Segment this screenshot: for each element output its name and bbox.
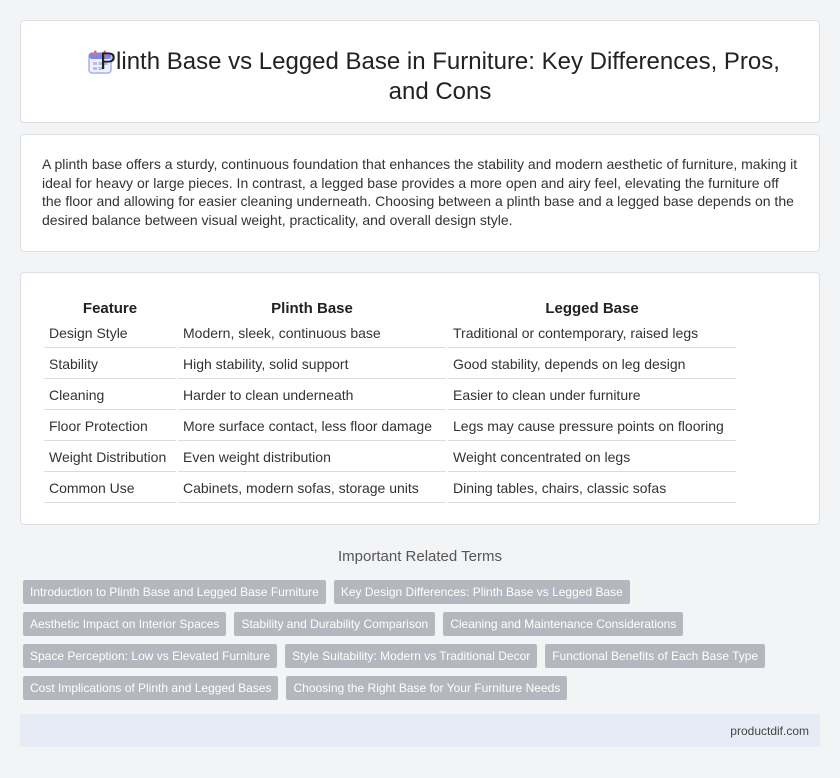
table-row [44, 319, 736, 348]
table-cell: Harder to clean underneath [178, 381, 446, 410]
table-cell: High stability, solid support [178, 350, 446, 379]
related-terms-row [23, 644, 765, 668]
comparison-table-card [20, 272, 820, 525]
table-row [44, 412, 736, 441]
page-title: Plinth Base vs Legged Base in Furniture: Key Differences, Pros, and Cons [100, 48, 780, 105]
related-terms-row [23, 580, 630, 604]
intro-paragraph: A plinth base offers a sturdy, continuous foundation that enhances the stability and modern aesthetic of furniture, making it ideal for heavy or large pieces. In contrast, a legged base provides a more open and airy feel, elevating the furniture off the floor and allowing for easier cleaning underneath. Choosing between a plinth base and a legged base depends on the desired balance between visual weight, practicality, and overall design style. [42, 156, 798, 229]
related-term-tag[interactable]: Choosing the Right Base for Your Furniture Needs [286, 676, 567, 700]
table-row [44, 474, 736, 503]
table-cell: Easier to clean under furniture [448, 381, 736, 410]
table-cell: Cleaning [44, 381, 176, 410]
table-cell: Floor Protection [44, 412, 176, 441]
footer [20, 714, 820, 747]
related-terms-row [23, 676, 567, 700]
related-term-tag[interactable]: Style Suitability: Modern vs Traditional Decor [285, 644, 537, 668]
column-header-plinth-base: Plinth Base [271, 300, 353, 317]
table-cell: Stability [44, 350, 176, 379]
related-term-tag[interactable]: Functional Benefits of Each Base Type [545, 644, 765, 668]
table-cell: More surface contact, less floor damage [178, 412, 446, 441]
table-cell: Even weight distribution [178, 443, 446, 472]
related-term-tag[interactable]: Key Design Differences: Plinth Base vs Legged Base [334, 580, 630, 604]
comparison-table [42, 295, 738, 505]
related-terms-heading: Important Related Terms [338, 548, 502, 565]
table-cell: Design Style [44, 319, 176, 348]
table-row [44, 350, 736, 379]
table-cell: Common Use [44, 474, 176, 503]
footer-site-link[interactable]: productdif.com [730, 724, 809, 738]
column-header-legged-base: Legged Base [545, 300, 639, 317]
table-cell: Cabinets, modern sofas, storage units [178, 474, 446, 503]
title-card [20, 20, 820, 123]
table-row [44, 443, 736, 472]
table-header-row [44, 297, 736, 317]
related-term-tag[interactable]: Cost Implications of Plinth and Legged Bases [23, 676, 278, 700]
related-term-tag[interactable]: Stability and Durability Comparison [234, 612, 435, 636]
table-cell: Modern, sleek, continuous base [178, 319, 446, 348]
related-term-tag[interactable]: Aesthetic Impact on Interior Spaces [23, 612, 226, 636]
related-term-tag[interactable]: Cleaning and Maintenance Considerations [443, 612, 683, 636]
related-term-tag[interactable]: Introduction to Plinth Base and Legged Base Furniture [23, 580, 326, 604]
table-row [44, 381, 736, 410]
table-cell: Weight concentrated on legs [448, 443, 736, 472]
related-term-tag[interactable]: Space Perception: Low vs Elevated Furniture [23, 644, 277, 668]
column-header-feature: Feature [82, 300, 138, 317]
table-cell: Traditional or contemporary, raised legs [448, 319, 736, 348]
table-cell: Legs may cause pressure points on flooring [448, 412, 736, 441]
table-cell: Weight Distribution [44, 443, 176, 472]
intro-card [20, 134, 820, 252]
table-cell: Dining tables, chairs, classic sofas [448, 474, 736, 503]
table-cell: Good stability, depends on leg design [448, 350, 736, 379]
related-terms-row [23, 612, 683, 636]
